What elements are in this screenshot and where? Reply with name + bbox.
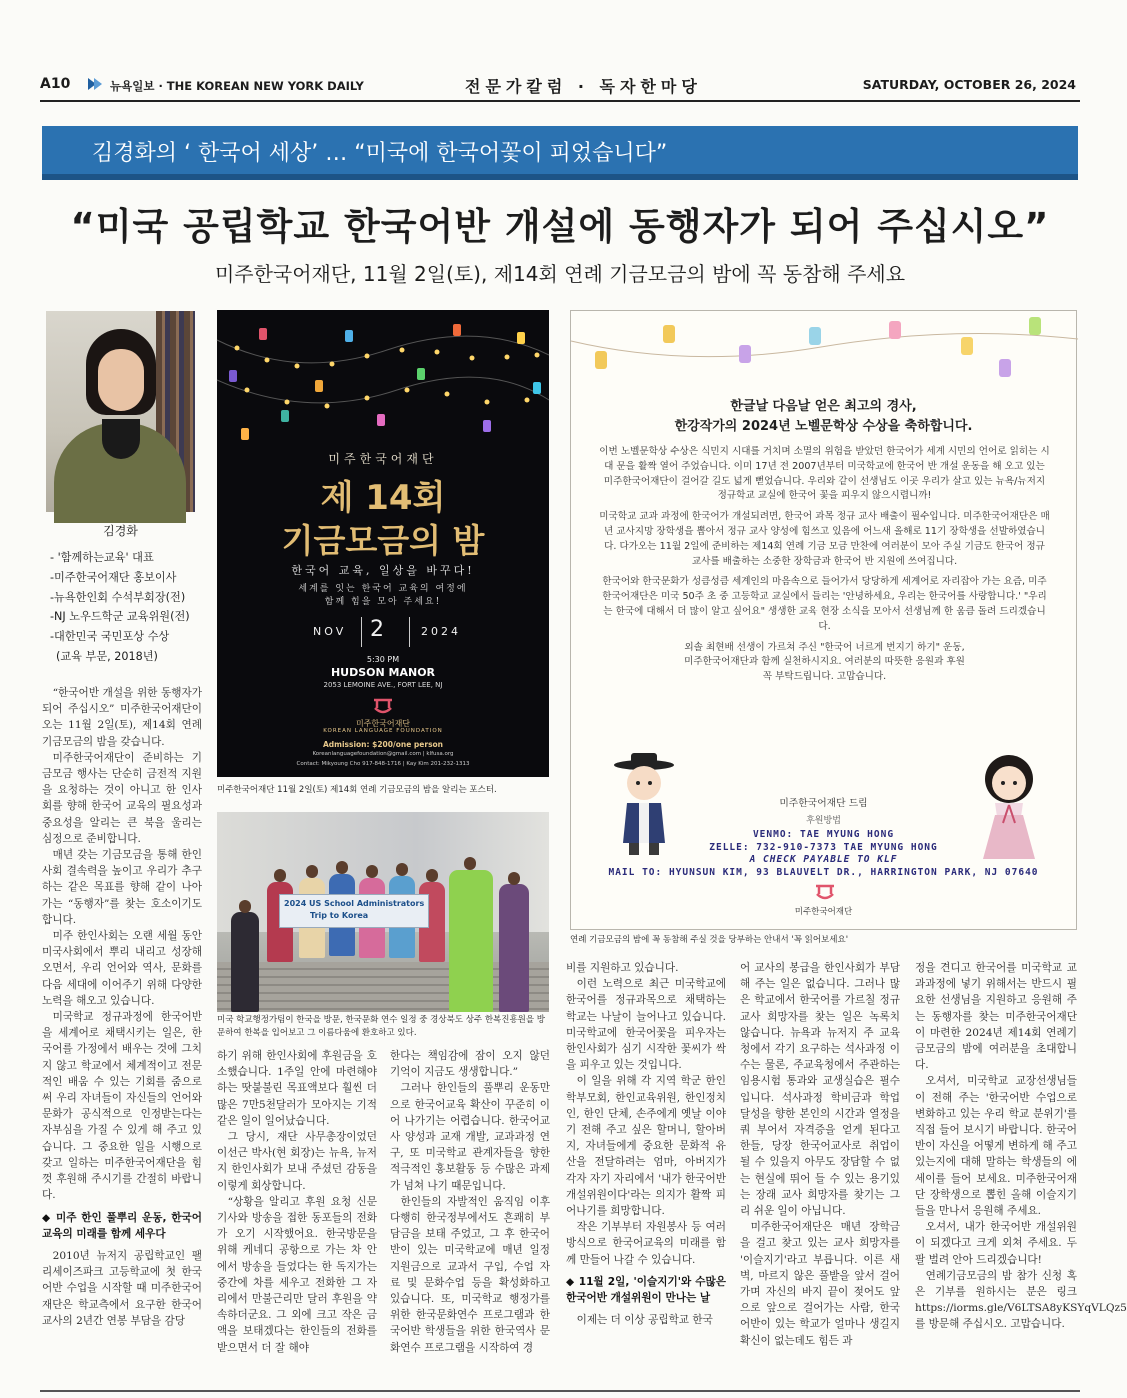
venmo-info: VENMO: TAE MYUNG HONG bbox=[752, 829, 895, 840]
article-column-1 bbox=[42, 685, 202, 1371]
poster-logo-ko: 미주한국어재단 bbox=[355, 719, 411, 728]
poster-slogan-sub: 세계를 잇는 한국어 교육의 여정에 함께 힘을 모아 주세요! bbox=[298, 584, 468, 607]
bio-line: (교육 부문, 2018년) bbox=[56, 649, 158, 663]
subheading: ◆ 미주 한인 풀뿌리 운동, 한국어교육의 미래를 함께 세우다 bbox=[42, 1211, 202, 1240]
article-column-2 bbox=[217, 1048, 377, 1371]
poster-slogan: 한국어 교육, 일상을 바꾸다! bbox=[291, 564, 475, 577]
paragraph: 비를 지원하고 있습니다. bbox=[566, 962, 679, 974]
poster-year: 2024 bbox=[421, 625, 461, 638]
banner-text: 김경화의 ‘ 한국어 세상’ … “미국에 한국어꽃이 피었습니다” bbox=[92, 141, 668, 166]
bio-line: -NJ 노우드학군 교육위원(전) bbox=[50, 610, 190, 624]
paragraph: 미주 한인사회는 오랜 세월 동안 미국사회에서 뿌리 내리고 성장해 오면서, 우리 언어와 역사, 문화를 다음 세대에 이어주기 위해 다양한 노력을 해오고 있습니다. bbox=[42, 930, 202, 1007]
letter-title-2: 한강작가의 2024년 노벨문학상 수상을 축하합니다. bbox=[674, 419, 973, 434]
letter-paragraph: 미국학교 교과 과정에 한국어가 개설되려면, 한국어 과목 정규 교사 배출이 필수입니다. 미주한국어재단은 매년 교사지망 장학생을 뽑아서 정규 교사 양성에 힘쓰고 있음에 어느새 올해로 11기 장학생을 선발하였습니다. 다가오는 11월 2일에 준비하는 제14회 연례 기금 모금 만찬에 여러분이 모아 주실 기금도 한국어 정규 교사를 배출하는 소중한 장학금과 한국어 반 지원에 쓰여집니다. bbox=[599, 511, 1050, 567]
paragraph: 매년 갖는 기금모금을 통해 한인사회 결속력을 높이고 우리가 추구하는 같은 목표를 향해 같이 나아가는 “동행자”를 찾는 호소이기도 합니다. bbox=[42, 849, 202, 926]
paragraph: 정을 견디고 한국어를 미국학교 교과과정에 넣기 위해서는 반드시 필요한 선생님을 지원하고 응원해 주는 동행자를 찾는 미주한국어재단이 마련한 2024년 제14회 연례기금모금의 밤에 여러분을 초대합니다. bbox=[915, 962, 1077, 1072]
paragraph: 이 일을 위해 각 지역 학군 한인학부모회, 한인교육위원, 한인정치인, 한인 단체, 손주에게 옛날 이야기 전해 주고 싶은 할머니, 할아버지, 자녀들에게 중요한 문화적 유산을 전달하려는 엄마, 아버지가 각자 자기 자리에서 '내가 한국어반 개설위원이다'라는 의지가 활짝 피어나기를 희망합니다. bbox=[566, 1075, 726, 1218]
letter-signature: 미주한국어재단 드림 bbox=[779, 798, 868, 809]
mail-info: MAIL TO: HYUNSUN KIM, 93 BLAUVELT DR., HARRINGTON PARK, NJ 07640 bbox=[608, 867, 1039, 878]
foundation-logo-icon bbox=[371, 696, 395, 716]
author-photo bbox=[46, 311, 195, 512]
article-column-6 bbox=[915, 960, 1127, 1371]
paragraph: 한인들의 자발적인 움직임 이후 다행히 한국정부에서도 흔쾌히 부담금을 보태 주었고, 그 후 한국어반이 있는 미국학교에 매년 일정 지원금으로 교과서 구입, 수업 자료 및 문화수업 등을 확성화하고 있습니다. 또, 미국학교 행정가를 위한 한국문화연수 프로그램과 한국어반 학생들을 위한 한국역사 문화연수 프로그램을 시작하여 경 bbox=[390, 1195, 550, 1354]
letter-paragraph: 이번 노벨문학상 수상은 식민지 시대를 거치며 소멸의 위험을 받았던 한국어가 세계 시민의 언어로 읽히는 시대 문을 활짝 열어 주었습니다. 이미 17년 전 2007년부터 미국학교에 한국어 반 개설 운동을 해 오고 있는 미주한국어재단이 걸어갈 길도 넓게 뻗었습니다. 우리와 같이 선생님도 이곳 우리가 살고 있는 뉴욕/뉴저지 정규학교 교실에 한국어 꽃을 피우지 않으시렵니까! bbox=[599, 446, 1050, 502]
girl-character-icon bbox=[969, 749, 1049, 861]
paragraph: 하기 위해 한인사회에 후원금을 호소했습니다. 1주일 안에 마련해야 하는 땃붙불린 목표액보다 훨씬 더 많은 7만5천달러가 모아지는 기적 같은 일이 일어났습니다. bbox=[217, 1050, 377, 1127]
poster-org: 미주한국어재단 bbox=[328, 452, 438, 466]
section-title: 전문가칼럼 · 독자한마당 bbox=[465, 77, 702, 96]
column-banner bbox=[42, 126, 1078, 180]
newspaper-logo-icon bbox=[86, 76, 106, 92]
poster-day: 2 bbox=[370, 617, 384, 642]
page-header bbox=[40, 70, 1080, 100]
header-rule bbox=[40, 100, 1080, 102]
article-column-5 bbox=[740, 960, 900, 1371]
paragraph: 미국학교 정규과정에 한국어반을 세계어로 채택시키는 일은, 한국어를 가정에서 배우는 것에 그치지 않고 학교에서 체계적이고 전문적인 배움 수 있는 기회를 줌으로써 우리 자녀들이 자신들의 언어와 문화가 공식적으로 인정받는다는 자부심을 가질 수 있게 해 주고 있습니다. 그 중요한 일을 시행으로 갖고 일하는 미주한국어재단을 힘껏 후원해 주시기를 간절히 바랍니다. bbox=[42, 1011, 202, 1202]
bio-line: -미주한국어재단 홍보이사 bbox=[50, 570, 177, 584]
article-column-3 bbox=[390, 1048, 550, 1371]
paragraph: 미주한국어재단이 준비하는 기금모금 행사는 단순히 금전적 지원을 요청하는 것이 아니고 한 인사회를 향해 한국어 교육의 필요성과 중요성을 알리는 큰 북을 울리는 심정으로 준비합니다. bbox=[42, 751, 202, 845]
event-poster bbox=[217, 310, 549, 777]
zelle-info: ZELLE: 732-910-7373 TAE MYUNG HONG bbox=[709, 842, 938, 853]
donation-letter bbox=[570, 310, 1077, 930]
paragraph: 이런 노력으로 최근 미국학교에 한국어를 정규과목으로 채택하는 학교는 나날이 늘어나고 있습니다. 미국학교에 한국어꽃을 피우자는 한인사회가 심기 시작한 꽃씨가 싹을 피우고 있는 것입니다. bbox=[566, 978, 726, 1072]
letter-body bbox=[599, 445, 1050, 691]
paragraph: 미주한국어재단은 매년 장학금을 걸고 찾고 있는 교사 희망자를 '이슬지기'라고 부릅니다. 이른 새벽, 마르지 않은 풀밭을 앞서 걸어가며 자신의 바지 끝이 젖어도 앞으로 앞으로 걸어가는 사람, 한국어반이 있는 학교가 얼마나 생길지 확신이 없는데도 힘든 과 bbox=[740, 1221, 900, 1347]
letter-caption: 연례 기금모금의 밤에 꼭 동참해 주실 것을 당부하는 안내서 '꼭 읽어보세요' bbox=[570, 935, 849, 945]
paragraph: “한국어반 개설을 위한 동행자가 되어 주십시오” 미주한국어재단이 오는 11월 2일(토), 제14회 연례 기금모금의 밤을 갖습니다. bbox=[42, 687, 202, 748]
article-column-4 bbox=[566, 960, 726, 1371]
boy-character-icon bbox=[609, 751, 679, 861]
photo-banner-line2: Trip to Korea bbox=[310, 911, 369, 920]
poster-time: 5:30 PM bbox=[366, 655, 400, 664]
foundation-logo-icon bbox=[813, 882, 837, 902]
bio-line: - '함께하는교육' 대표 bbox=[50, 551, 154, 564]
poster-venue: HUDSON MANOR bbox=[330, 666, 436, 679]
bio-line: -뉴욕한인회 수석부회장(전) bbox=[50, 590, 186, 604]
group-photo bbox=[217, 812, 549, 1012]
poster-month: NOV bbox=[313, 625, 347, 638]
paragraph: 오셔서, 내가 한국어반 개설위원이 되겠다고 크게 외쳐 주세요. 두 팔 벌려 안아 드리겠습니다! bbox=[915, 1221, 1077, 1266]
headline: “미국 공립학교 한국어반 개설에 동행자가 되어 주십시오” bbox=[70, 205, 1050, 248]
paragraph: “상황을 알리고 후원 요청 신문 기사와 방송을 접한 동포들의 전화가 오기 시작했어요. 한국방문을 위해 케네디 공항으로 가는 차 안에서 방송을 들었다는 한 독지가는 중간에 차를 세우고 전화한 그 자리에서 만불근리만 달러 후원을 약속하더군요. 그 외에 크고 작은 금액을 보태겠다는 한인들의 전화를 받으면서 더 잘 해야 bbox=[217, 1195, 377, 1354]
letter-org: 미주한국어재단 bbox=[794, 907, 853, 917]
subheading: ◆ 11월 2일, '이슬지기'와 수많은 한국어반 개설위원이 만나는 날 bbox=[566, 1275, 726, 1305]
poster-logo-en: KOREAN LANGUAGE FOUNDATION bbox=[323, 728, 443, 734]
poster-edition: 제 14회 bbox=[320, 478, 446, 518]
poster-date bbox=[283, 615, 483, 651]
lantern-lights-icon bbox=[217, 310, 549, 460]
author-bio bbox=[50, 548, 200, 667]
lanterns-decoration-icon bbox=[571, 311, 1078, 391]
paragraph: 연례기금모금의 밤 참가 신청 혹은 기부를 원하시는 분은 링크 https://iorms.gle/V6LTSA8yKSYqVLQz5를 방문해 주십시오. 고맙습니다. bbox=[915, 1269, 1127, 1331]
subheadline: 미주한국어재단, 11월 2일(토), 제14회 연례 기금모금의 밤에 꼭 동참해 주세요 bbox=[214, 262, 906, 286]
letter-paragraph: 한국어와 한국문화가 성큼성큼 세계인의 마음속으로 들어가서 당당하게 세계어로 자리잡아 가는 요즘, 미주한국어재단은 미국 50주 초 중 고등학교 교실에서 들리는 '안녕하세요, 우리는 한국어를 사랑합니다.' "우리는 한국에 대해서 더 많이 알고 싶어요" 생생한 교육 현장 소식을 모아서 선생님께 한 움큼 돌려 드리겠습니다. bbox=[602, 576, 1047, 632]
poster-caption: 미주한국어재단 11월 2일(토) 제14회 연례 기금모금의 밤을 알리는 포스터. bbox=[217, 785, 497, 795]
paragraph: 오셔서, 미국학교 교장선생님들이 전해 주는 '한국어반 수업으로 변화하고 있는 우리 학교 분위기'를 직접 들어 보시기 바랍니다. 한국어반이 자신을 어떻게 변하게 해 주고 있는지에 대해 말하는 학생들의 에세이를 들어 보세요. 미주한국어재단 장학생으로 뽑힌 올해 이슬지기들을 만나서 응원해 주세요. bbox=[915, 1075, 1077, 1218]
paragraph: 그러나 한인들의 풀뿌리 운동만으로 한국어교육 확산이 꾸준히 이어 나가기는 어렵습니다. 한국어교사 양성과 교재 개발, 교과과정 연구, 또 미국학교 관계자들을 향한 적극적인 홍보활동 등 수많은 과제가 넘쳐 나기 때문입니다. bbox=[390, 1082, 550, 1192]
donation-method-label: 후원방법 bbox=[806, 816, 841, 826]
photo-banner bbox=[279, 894, 429, 928]
paragraph: 한다는 책임감에 잠이 오지 않던 기억이 지금도 생생합니다.” bbox=[390, 1050, 550, 1079]
photo-caption: 미국 학교행정가팀이 한국을 방문, 한국문화 연수 일정 중 경상북도 상주 한복진흥원을 방문하여 한복을 입어보고 그 이름다움에 환호하고 있다. bbox=[217, 1015, 546, 1038]
paragraph: 어 교사의 봉급을 한인사회가 부담해 주는 일은 없습니다. 그러나 많은 학교에서 한국어를 가르칠 정규교사 희망자를 찾는 일은 녹록치 않습니다. 뉴욕과 뉴저지 주 교육청에서 각기 요구하는 석사과정 이수는 물론, 주교육청에서 주관하는 임용시험 통과와 교생실습은 필수입니다. 석사과정 학비금과 학업 달성을 향한 본인의 시간과 열정을 쿼 부어서 자격증을 얻게 된다고 한들, 당장 한국어교사로 취업이 될 수 있을지 아무도 장담할 수 없는 현실에 뛰어 들 수 있는 용기있는 장래 교사 희망자를 찾기는 그리 쉬운 일이 아닙니다. bbox=[740, 962, 900, 1218]
bio-line: -대한민국 국민포상 수상 bbox=[50, 630, 170, 644]
poster-contact: Contact: Mikyoung Cho 917-848-1716 | Kay Kim 201-232-1313 bbox=[296, 761, 470, 767]
issue-date: SATURDAY, OCTOBER 26, 2024 bbox=[862, 77, 1076, 92]
paragraph: 그 당시, 재단 사무총장이었던 이선근 박사(현 회장)는 뉴욕, 뉴저지 한인사회가 보내 주셨던 감동을 이렇게 회상합니다. bbox=[217, 1131, 377, 1192]
poster-email: Koreanlanguagefoundation@gmail.com | klfusa.org bbox=[312, 751, 454, 757]
paragraph: 작은 기부부터 자원봉사 등 여러 방식으로 한국어교육의 미래를 함께 만들어 나갈 수 있습니다. bbox=[566, 1221, 726, 1266]
letter-title-1: 한글날 다음날 얻은 최고의 경사, bbox=[730, 399, 917, 414]
photo-banner-line1: 2024 US School Administrators bbox=[284, 899, 425, 908]
footer-rule bbox=[40, 1390, 1080, 1392]
page-number: A10 bbox=[40, 76, 71, 92]
poster-address: 2053 LEMOINE AVE., FORT LEE, NJ bbox=[323, 681, 443, 689]
poster-admission: Admission: $200/one person bbox=[322, 740, 444, 749]
letter-paragraph: 외솔 최현배 선생이 가르쳐 주신 "한국어 너르게 번지기 하기" 운동, 미주한국어재단과 함께 실천하시지요. 여러분의 따뜻한 응원과 후원 꼭 부탁드립니다. 고맙습니다. bbox=[684, 641, 965, 683]
author-name: 김경화 bbox=[103, 524, 138, 538]
newspaper-name: 뉴욕일보 · THE KOREAN NEW YORK DAILY bbox=[110, 79, 364, 93]
paragraph: 이제는 더 이상 공립학교 한국 bbox=[576, 1314, 713, 1327]
check-info: A CHECK PAYABLE TO KLF bbox=[749, 854, 898, 865]
poster-event-title: 기금모금의 밤 bbox=[281, 521, 485, 560]
paragraph: 2010년 뉴저지 공립학교인 팰리세이즈파크 고등학교에 첫 한국어반 수업을 시작할 때 미주한국어재단은 학교측에서 요구한 한국어교사의 2년간 연봉 부담을 감당 bbox=[42, 1249, 202, 1327]
